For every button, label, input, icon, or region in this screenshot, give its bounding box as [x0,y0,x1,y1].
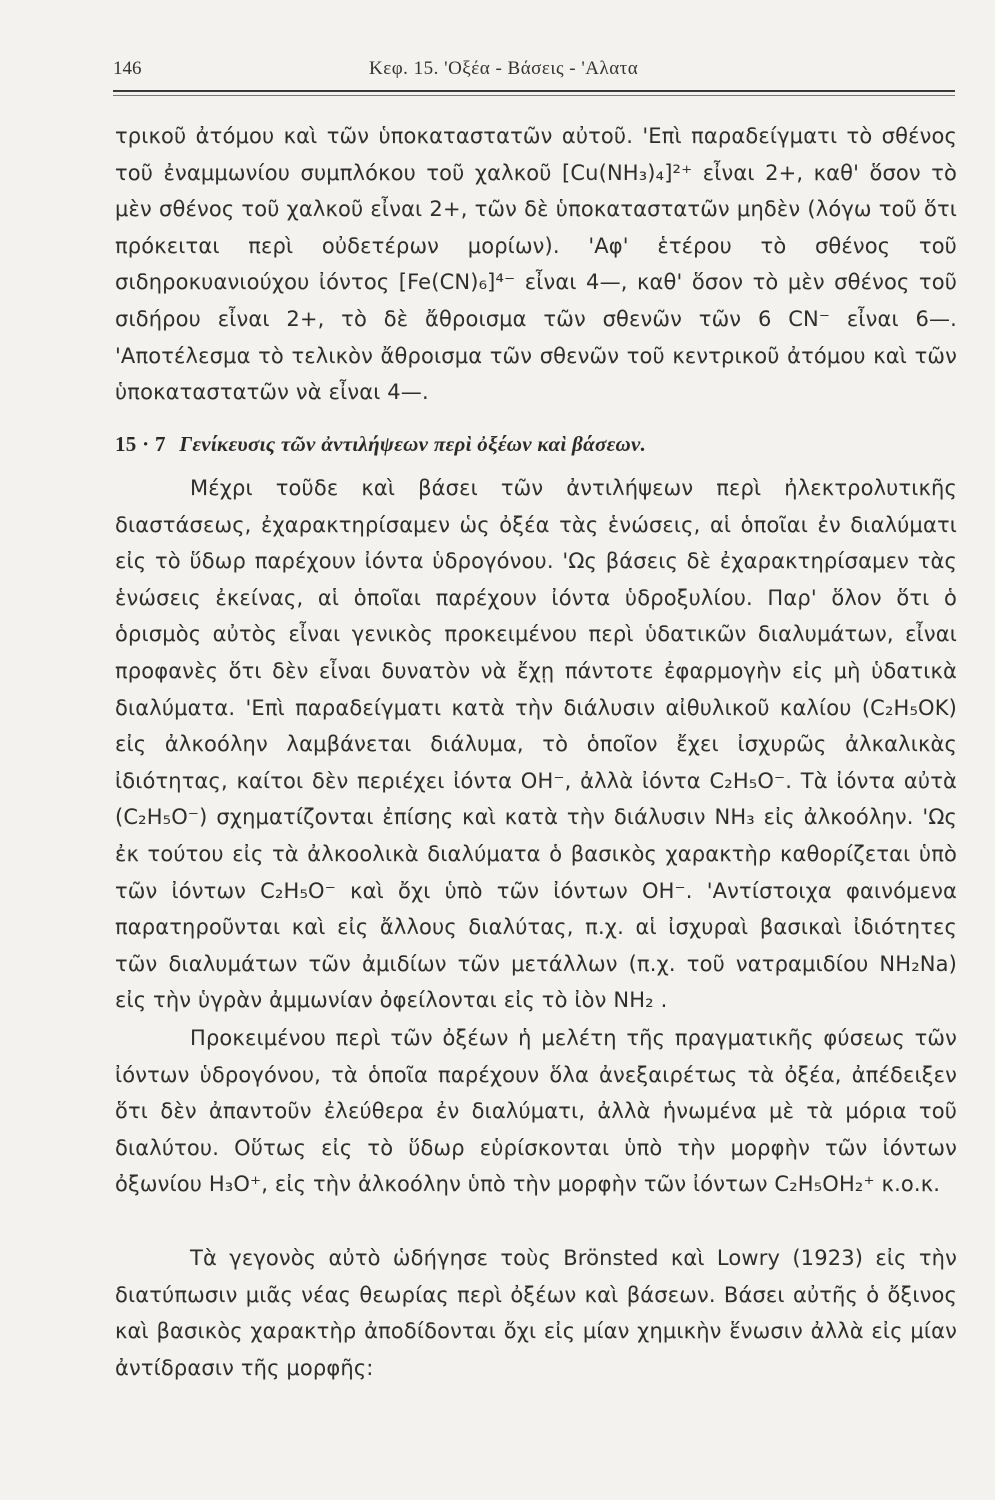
paragraph-hydronium: Προκειμένου περὶ τῶν ὀξέων ἡ μελέτη τῆς πραγματικῆς φύσεως τῶν ἰόντων ὑδρογόνου, τὰ ὁποῖα παρέχουν ὅλα ἀνεξαιρέτως τὰ ὀξέα, ἀπέδειξεν ὅτι δὲν ἀπαντοῦν ἐλεύθερα ἐν διαλύματι, ἀλλὰ ἡνωμένα μὲ τὰ μόρια τοῦ διαλύτου. Οὕτως εἰς τὸ ὕδωρ εὑρίσκονται ὑπὸ τὴν μορφὴν τῶν ἰόντων ὀξωνίου H₃O⁺, εἰς τὴν ἀλκοόλην ὑπὸ τὴν μορφὴν τῶν ἰόντων C₂H₅OH₂⁺ κ.ο.κ. [115,1026,957,1197]
section-title: Γενίκευσις τῶν ἀντιλήψεων περὶ ὀξέων καὶ βάσεων. [179,432,647,456]
header-rule-thin [113,95,955,96]
section-heading [115,432,957,457]
section-number: 15 · 7 [115,432,166,456]
paragraph-bronsted-lowry: Τὰ γεγονὸς αὐτὸ ὡδήγησε τοὺς Brönsted καὶ Lowry (1923) εἰς τὴν διατύπωσιν μιᾶς νέας θεωρίας περὶ ὀξέων καὶ βάσεων. Βάσει αὐτῆς ὁ ὄξινος καὶ βασικὸς χαρακτὴρ ἀποδίδονται ὄχι εἰς μίαν χημικὴν ἕνωσιν ἀλλὰ εἰς μίαν ἀντίδρασιν τῆς μορφῆς: [115,1246,957,1380]
running-head [113,58,955,88]
paragraph-continuation: τρικοῦ ἀτόμου καὶ τῶν ὑποκαταστατῶν αὐτοῦ. 'Επὶ παραδείγματι τὸ σθένος τοῦ ἐναμμωνίου συμπλόκου τοῦ χαλκοῦ [Cu(NH₃)₄]²⁺ εἶναι 2+, καθ' ὅσον τὸ μὲν σθένος τοῦ χαλκοῦ εἶναι 2+, τῶν δὲ ὑποκαταστατῶν μηδὲν (λόγω τοῦ ὅτι πρόκειται περὶ οὐδετέρων μορίων). 'Αφ' ἑτέρου τὸ σθένος τοῦ σιδηροκυανιούχου ἰόντος [Fe(CN)₆]⁴⁻ εἶναι 4—, καθ' ὅσον τὸ μὲν σθένος τοῦ σιδήρου εἶναι 2+, τὸ δὲ ἄθροισμα τῶν σθενῶν τῶν 6 CN⁻ εἶναι 6—. 'Αποτέλεσμα τὸ τελικὸν ἄθροισμα τῶν σθενῶν τοῦ κεντρικοῦ ἀτόμου καὶ τῶν ὑποκαταστατῶν νὰ εἶναι 4—. [115,124,957,405]
page-number: 146 [113,58,142,79]
paragraph-definitions: Μέχρι τοῦδε καὶ βάσει τῶν ἀντιλήψεων περὶ ἠλεκτρολυτικῆς διαστάσεως, ἐχαρακτηρίσαμεν ὡς ὀξέα τὰς ἑνώσεις, αἱ ὁποῖαι ἐν διαλύματι εἰς τὸ ὕδωρ παρέχουν ἰόντα ὑδρογόνου. 'Ως βάσεις δὲ ἐχαρακτηρίσαμεν τὰς ἑνώσεις ἐκείνας, αἱ ὁποῖαι παρέχουν ἰόντα ὑδροξυλίου. Παρ' ὅλον ὅτι ὁ ὁρισμὸς αὐτὸς εἶναι γενικὸς προκειμένου περὶ ὑδατικῶν διαλυμάτων, εἶναι προφανὲς ὅτι δὲν εἶναι δυνατὸν νὰ ἔχῃ πάντοτε ἐφαρμογὴν εἰς μὴ ὑδατικὰ διαλύματα. 'Επὶ παραδείγματι κατὰ τὴν διάλυσιν αἰθυλικοῦ καλίου (C₂H₅OK) εἰς ἀλκοόλην λαμβάνεται διάλυμα, τὸ ὁποῖον ἔχει ἰσχυρῶς ἀλκαλικὰς ἰδιότητας, καίτοι δὲν περιέχει ἰόντα OH⁻, ἀλλὰ ἰόντα C₂H₅O⁻. Τὰ ἰόντα αὐτὰ (C₂H₅O⁻) σχηματίζονται ἐπίσης καὶ κατὰ τὴν διάλυσιν NH₃ εἰς ἀλκοόλην. 'Ως ἐκ τούτου εἰς τὰ ἀλκοολικὰ διαλύματα ὁ βασικὸς χαρακτὴρ καθορίζεται ὑπὸ τῶν ἰόντων C₂H₅O⁻ καὶ ὄχι ὑπὸ τῶν ἰόντων OH⁻. 'Αντίστοιχα φαινόμενα παρατηροῦνται καὶ εἰς ἄλλους διαλύτας, π.χ. αἱ ἰσχυραὶ βασικαὶ ἰδιότητες τῶν διαλυμάτων τῶν ἀμιδίων τῶν μετάλλων (π.χ. τοῦ νατραμιδίου NH₂Na) εἰς τὴν ὑγρὰν ἀμμωνίαν ὀφείλονται εἰς τὸ ἰὸν NH₂ . [115,476,957,1013]
header-rule [113,90,955,92]
chapter-title: Κεφ. 15. 'Οξέα - Βάσεις - 'Αλατα [369,58,639,79]
